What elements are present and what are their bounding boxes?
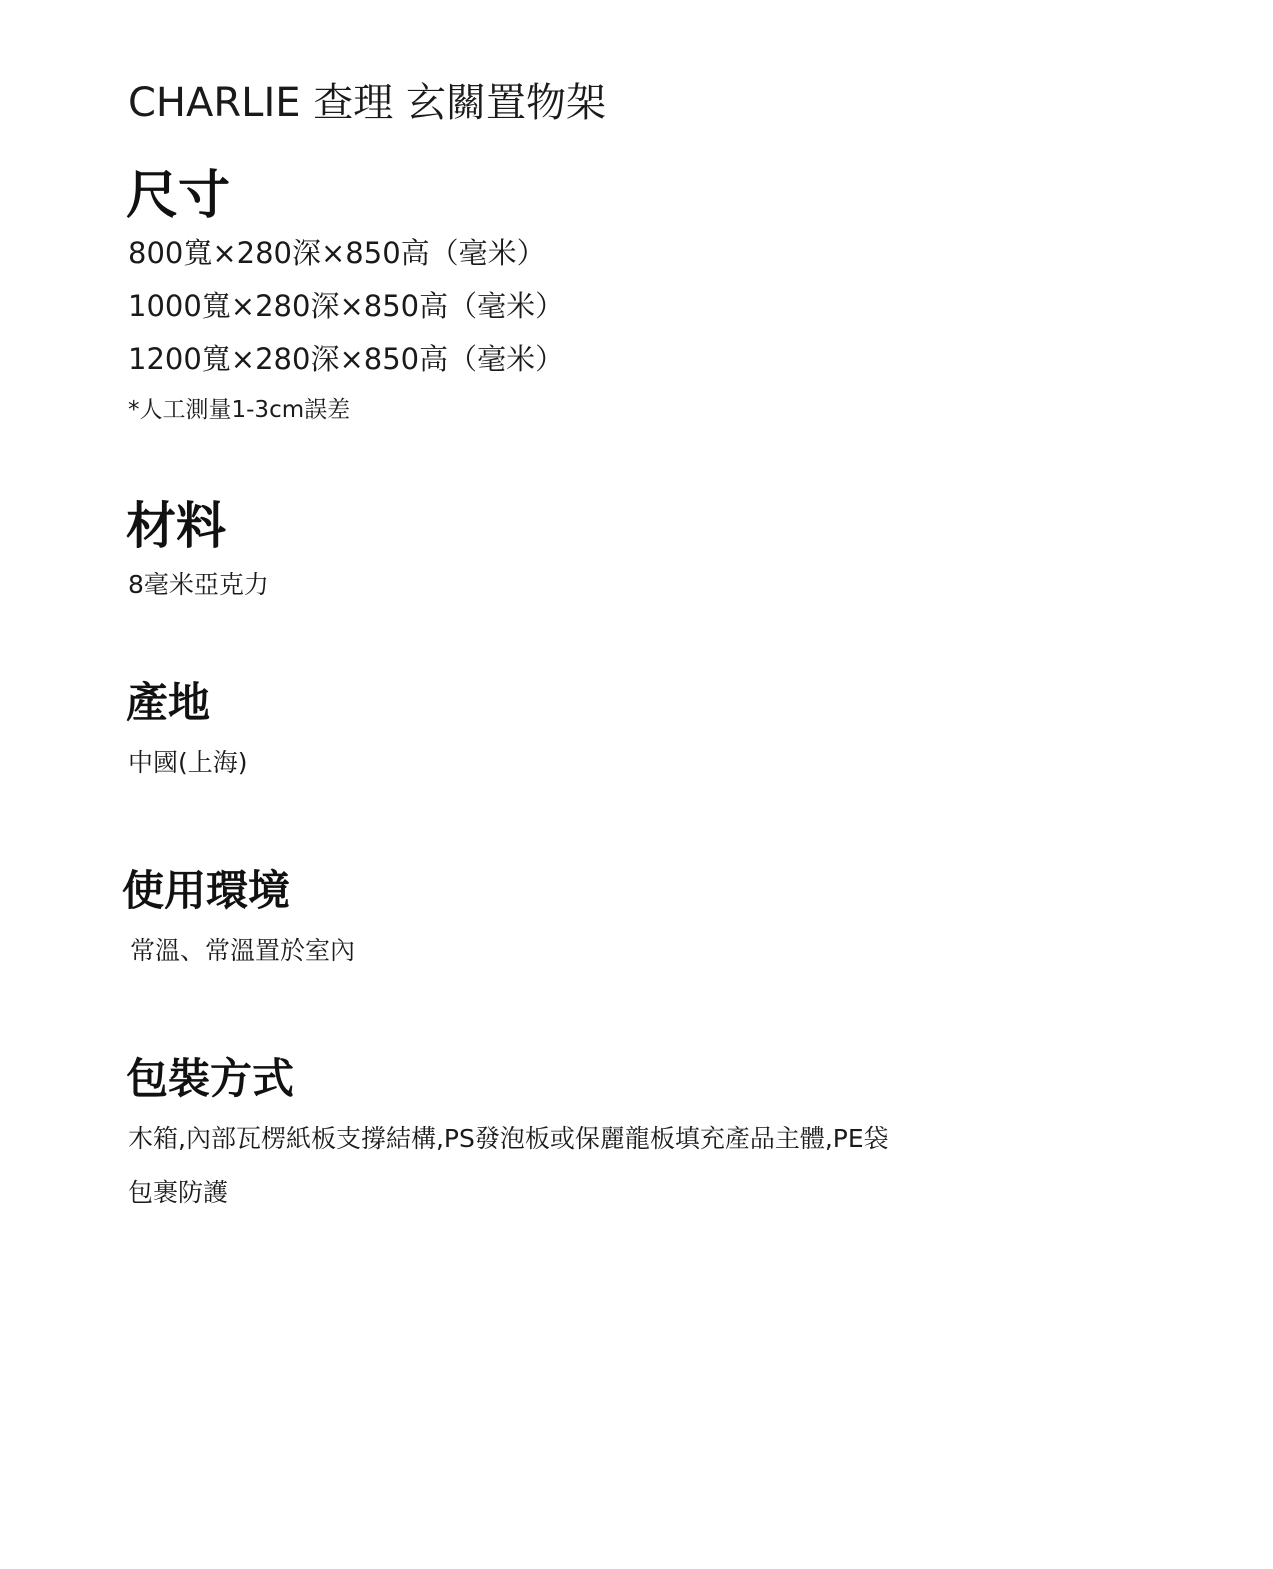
product-title: CHARLIE 查理 玄關置物架: [128, 80, 606, 126]
packaging-heading: 包裝方式: [126, 1054, 295, 1103]
size-line-1000: 1000寬×280深×850高（毫米）: [128, 289, 565, 323]
size-measurement-note: *人工測量1-3cm誤差: [128, 397, 351, 423]
material-text: 8毫米亞克力: [128, 570, 269, 599]
origin-text: 中國(上海): [128, 748, 248, 777]
packaging-line-2: 包裹防護: [128, 1178, 229, 1207]
packaging-line-1: 木箱,內部瓦楞紙板支撐結構,PS發泡板或保麗龍板填充產品主體,PE袋: [128, 1124, 889, 1153]
environment-heading: 使用環境: [122, 866, 291, 915]
size-heading: 尺寸: [126, 166, 231, 226]
origin-heading: 產地: [126, 678, 211, 727]
size-line-800: 800寬×280深×850高（毫米）: [128, 236, 546, 270]
size-line-1200: 1200寬×280深×850高（毫米）: [128, 342, 565, 376]
environment-text: 常溫、常溫置於室內: [130, 936, 356, 965]
material-heading: 材料: [126, 497, 226, 555]
